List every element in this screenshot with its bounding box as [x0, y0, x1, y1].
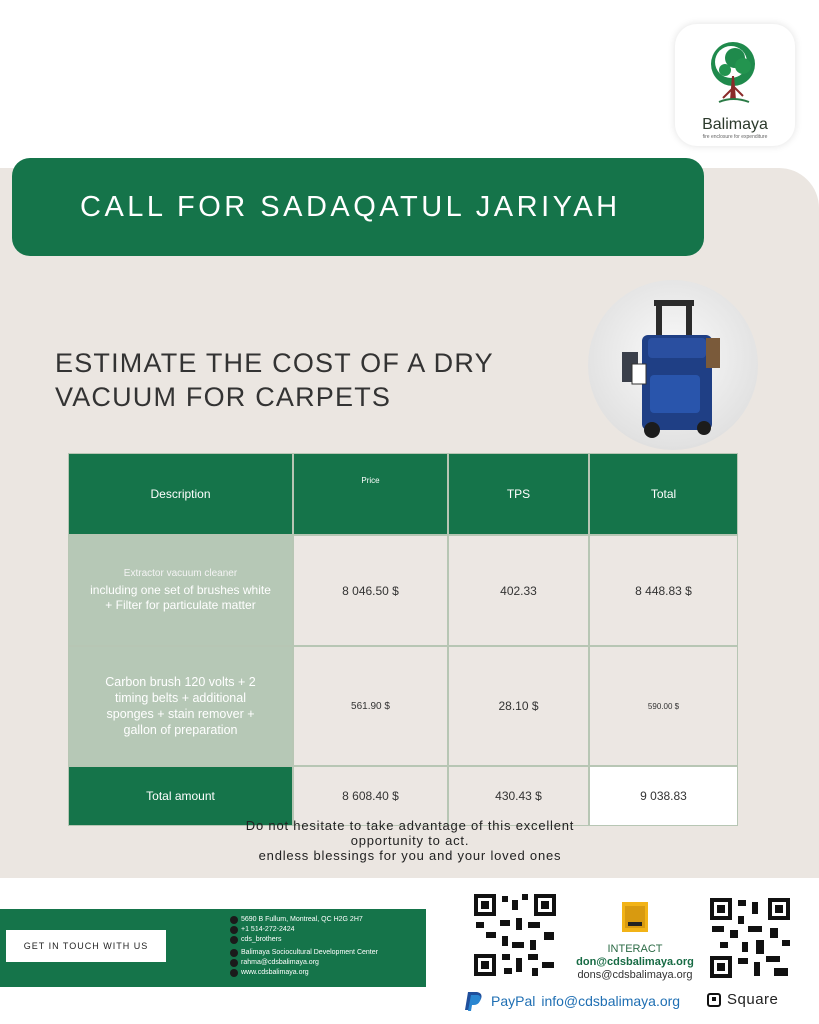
note-line-2: opportunity to act.	[350, 833, 470, 848]
row-1-total: 8 448.83 $	[589, 535, 738, 646]
paypal-email[interactable]: info@cdsbalimaya.org	[541, 993, 681, 1009]
banner-title: CALL FOR SADAQATUL JARIYAH	[80, 190, 621, 223]
header-price: Price	[293, 453, 448, 535]
row-1-tps: 402.33	[448, 535, 589, 646]
header-description: Description	[68, 453, 293, 535]
row-2-total: 590.00 $	[589, 646, 738, 766]
location-icon	[230, 916, 238, 924]
row-2-price: 561.90 $	[293, 646, 448, 766]
tree-logo-icon	[705, 36, 765, 116]
table-header-row	[68, 453, 738, 535]
logo-name: Balimaya	[702, 116, 768, 133]
note-line-1: Do not hesitate to take advantage of this excellent	[245, 818, 575, 833]
row-2-tps: 28.10 $	[448, 646, 589, 766]
balimaya-logo	[675, 24, 795, 146]
interact-email-secondary[interactable]: dons@cdsbalimaya.org	[577, 969, 693, 981]
square-label[interactable]: Square	[727, 991, 779, 1008]
contact-facebook[interactable]: Balimaya Sociocultural Development Center	[241, 949, 378, 956]
header-total: Total	[589, 453, 738, 535]
total-label: Total amount	[68, 766, 293, 826]
contact-website[interactable]: www.cdsbalimaya.org	[241, 969, 309, 976]
closing-note	[200, 818, 620, 863]
qr-code-left[interactable]	[472, 892, 558, 978]
square-row	[707, 991, 778, 1008]
row-2-description	[68, 646, 293, 766]
facebook-icon	[230, 949, 238, 957]
heading-line-1: ESTIMATE THE COST OF A DRY	[55, 348, 494, 378]
get-in-touch-button[interactable]: GET IN TOUCH WITH US	[6, 930, 166, 962]
contact-info	[230, 915, 378, 978]
total-price: 8 608.40 $	[293, 766, 448, 826]
globe-icon	[230, 969, 238, 977]
header-tps: TPS	[448, 453, 589, 535]
contact-phone: +1 514-272-2424	[241, 926, 295, 933]
row-1-price: 8 046.50 $	[293, 535, 448, 646]
table-row	[68, 646, 738, 766]
cost-table	[68, 453, 738, 826]
phone-icon	[230, 926, 238, 934]
paypal-icon	[463, 990, 485, 1012]
contact-instagram[interactable]: cds_brothers	[241, 936, 282, 943]
contact-email[interactable]: rahma@cdsbalimaya.org	[241, 959, 319, 966]
table-total-row	[68, 766, 738, 826]
email-icon	[230, 959, 238, 967]
interact-block	[560, 943, 710, 982]
heading-line-2: VACUUM FOR CARPETS	[55, 382, 392, 412]
title-banner	[12, 158, 704, 256]
row-1-desc-small: Extractor vacuum cleaner	[123, 568, 238, 579]
page-heading	[55, 346, 575, 414]
instagram-icon	[230, 936, 238, 944]
logo-tagline: fire enclosure for expenditure	[702, 134, 768, 140]
row-1-description	[68, 535, 293, 646]
interact-label: INTERACT	[607, 943, 663, 955]
total-tps: 430.43 $	[448, 766, 589, 826]
paypal-label: PayPal	[491, 993, 536, 1009]
note-line-3: endless blessings for you and your loved ones	[258, 848, 562, 863]
vacuum-icon	[588, 280, 758, 450]
interac-logo-icon	[622, 902, 648, 932]
square-icon	[707, 993, 721, 1007]
interact-email-primary[interactable]: don@cdsbalimaya.org	[576, 956, 694, 968]
total-grand: 9 038.83	[589, 766, 738, 826]
table-row	[68, 535, 738, 646]
qr-code-right[interactable]	[708, 896, 792, 980]
row-1-desc-main: including one set of brushes white + Filter for particulate matter	[90, 583, 271, 612]
vacuum-photo	[588, 280, 758, 450]
paypal-row	[463, 990, 680, 1012]
row-2-desc-main: Carbon brush 120 volts + 2 timing belts + additional sponges + stain remover + gallon of preparation	[105, 675, 256, 737]
contact-address: 5690 B Fullum, Montreal, QC H2G 2H7	[241, 916, 363, 923]
